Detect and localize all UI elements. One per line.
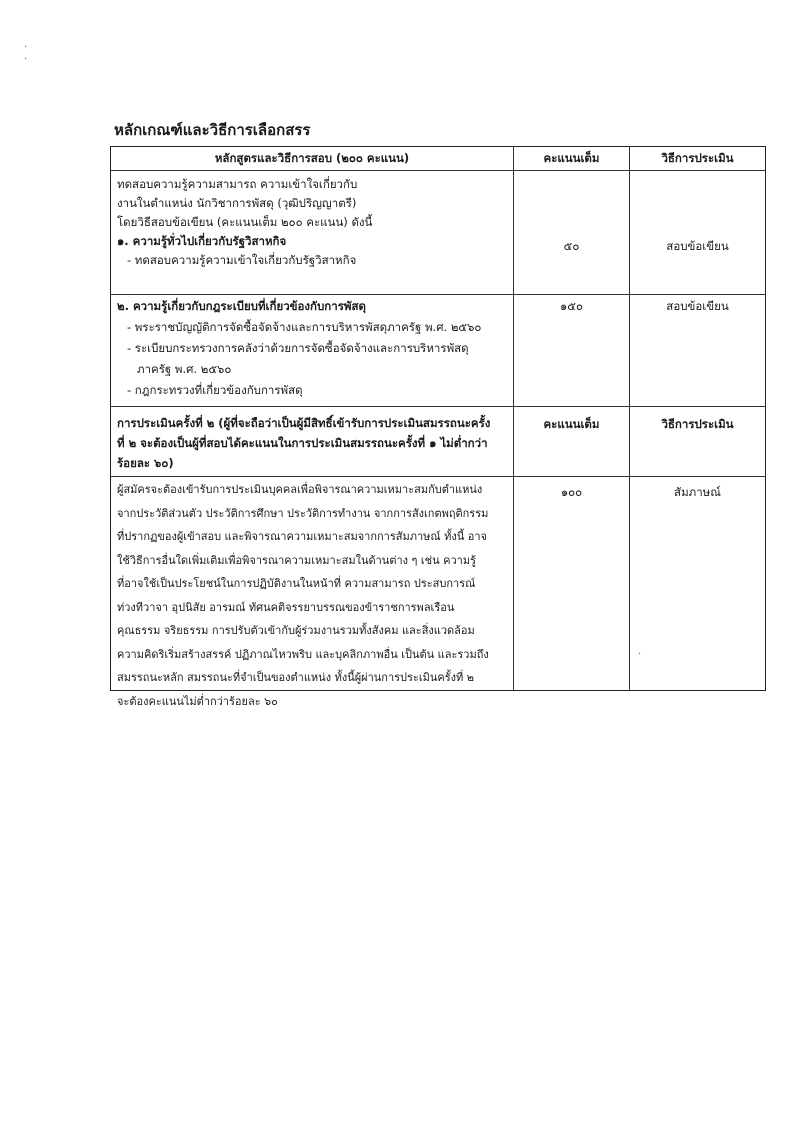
section3-score: ๑๐๐ [514,477,630,690]
selection-criteria-table [110,146,766,708]
section3-header-line: การประเมินครั้งที่ ๒ (ผู้ที่จะถือว่าเป็นผู้มีสิทธิ์เข้ารับการประเมินสมรรถนะครั้ง [117,416,491,430]
section3-line: ผู้สมัครจะต้องเข้ารับการประเมินบุคคลเพื่อพิจารณาความเหมาะสมกับตำแหน่ง [117,483,483,496]
section2-item: - พระราชบัญญัติการจัดซื้อจัดจ้างและการบริหารพัสดุภาครัฐ พ.ศ. ๒๕๖๐ [127,320,482,334]
table-row-section1 [111,171,765,295]
section2-item: - ระเบียบกระทรวงการคลังว่าด้วยการจัดซื้อจัดจ้างและการบริหารพัสดุ [127,341,469,355]
section1-item: - ทดสอบความรู้ความเข้าใจเกี่ยวกับรัฐวิสาหกิจ [127,253,357,267]
section1-intro-line: งานในตำแหน่ง นักวิชาการพัสดุ (วุฒิปริญญาตรี) [117,196,357,210]
section3-method-text: สัมภาษณ์ [674,485,721,499]
section3-header-text [111,407,514,476]
section1-intro-line: โดยวิธีสอบข้อเขียน (คะแนนเต็ม ๒๐๐ คะแนน) ดังนี้ [117,215,373,229]
section3-line: ท่วงทีวาจา อุปนิสัย อารมณ์ ทัศนคติจรรยาบรรณของข้าราชการพลเรือน [117,600,455,614]
section1-intro-line: ทดสอบความรู้ความสามารถ ความเข้าใจเกี่ยวกับ [117,177,358,191]
table-row-section2 [111,295,765,407]
section3-line: สมรรถนะหลัก สมรรถนะที่จำเป็นของตำแหน่ง ทั้งนี้ผู้ผ่านการประเมินครั้งที่ ๒ [117,671,475,684]
section3-line: ใช้วิธีการอื่นใดเพิ่มเติมเพื่อพิจารณาความเหมาะสมในด้านต่าง ๆ เช่น ความรู้ [117,553,477,567]
header-method: วิธีการประเมิน [661,151,734,165]
section1-content [111,171,514,294]
table-header-row [111,147,765,171]
section2-method: สอบข้อเขียน [666,299,729,313]
section3-line: จากประวัติส่วนตัว ประวัติการศึกษา ประวัติการทำงาน จากการสังเกตพฤติกรรม [117,506,489,520]
section1-method: สอบข้อเขียน [666,239,729,253]
section2-item: ภาครัฐ พ.ศ. ๒๕๖๐ [137,362,232,376]
section3-line: ที่ปรากฏของผู้เข้าสอบ และพิจารณาความเหมาะสมจากการสัมภาษณ์ ทั้งนี้ อาจ [117,530,487,543]
section3-line: ที่อาจใช้เป็นประโยชน์ในการปฏิบัติงานในหน้าที่ ความสามารถ ประสบการณ์ [117,577,476,590]
section3-header-line: ที่ ๒ จะต้องเป็นผู้ที่สอบได้คะแนนในการประเมินสมรรถนะครั้งที่ ๑ ไม่ต่ำกว่า [117,436,488,450]
section1-score: ๕๐ [514,171,630,294]
header-curriculum: หลักสูตรและวิธีการสอบ (๒๐๐ คะแนน) [111,147,514,170]
scan-dot: · [638,649,642,660]
table-row-section3 [111,477,765,708]
header-full-score: คะแนนเต็ม [514,147,630,170]
scan-dot: · [24,42,28,53]
table-row-section3-header [111,407,765,477]
section3-header-method: วิธีการประเมิน [661,417,734,431]
section3-line: คุณธรรม จริยธรรม การปรับตัวเข้ากับผู้ร่วมงานรวมทั้งสังคม และสิ่งแวดล้อม [117,624,475,637]
section2-item: - กฎกระทรวงที่เกี่ยวข้องกับการพัสดุ [127,383,303,397]
section2-heading: ๒. ความรู้เกี่ยวกับกฎระเบียบที่เกี่ยวข้องกับการพัสดุ [117,299,366,313]
section3-header-full-score: คะแนนเต็ม [514,407,630,476]
section2-score: ๑๕๐ [514,295,630,406]
scan-dot: · [24,54,28,65]
section1-heading: ๑. ความรู้ทั่วไปเกี่ยวกับรัฐวิสาหกิจ [117,234,287,248]
section3-method [630,477,765,690]
section3-content [111,477,514,708]
section3-header-line: ร้อยละ ๖๐) [117,456,174,470]
page-title: หลักเกณฑ์และวิธีการเลือกสรร [114,121,311,139]
section3-line: ความคิดริเริ่มสร้างสรรค์ ปฏิภาณไหวพริบ และบุคลิกภาพอื่น เป็นต้น และรวมถึง [117,647,489,661]
section2-content [111,295,514,406]
section3-line: จะต้องคะแนนไม่ต่ำกว่าร้อยละ ๖๐ [117,694,278,708]
